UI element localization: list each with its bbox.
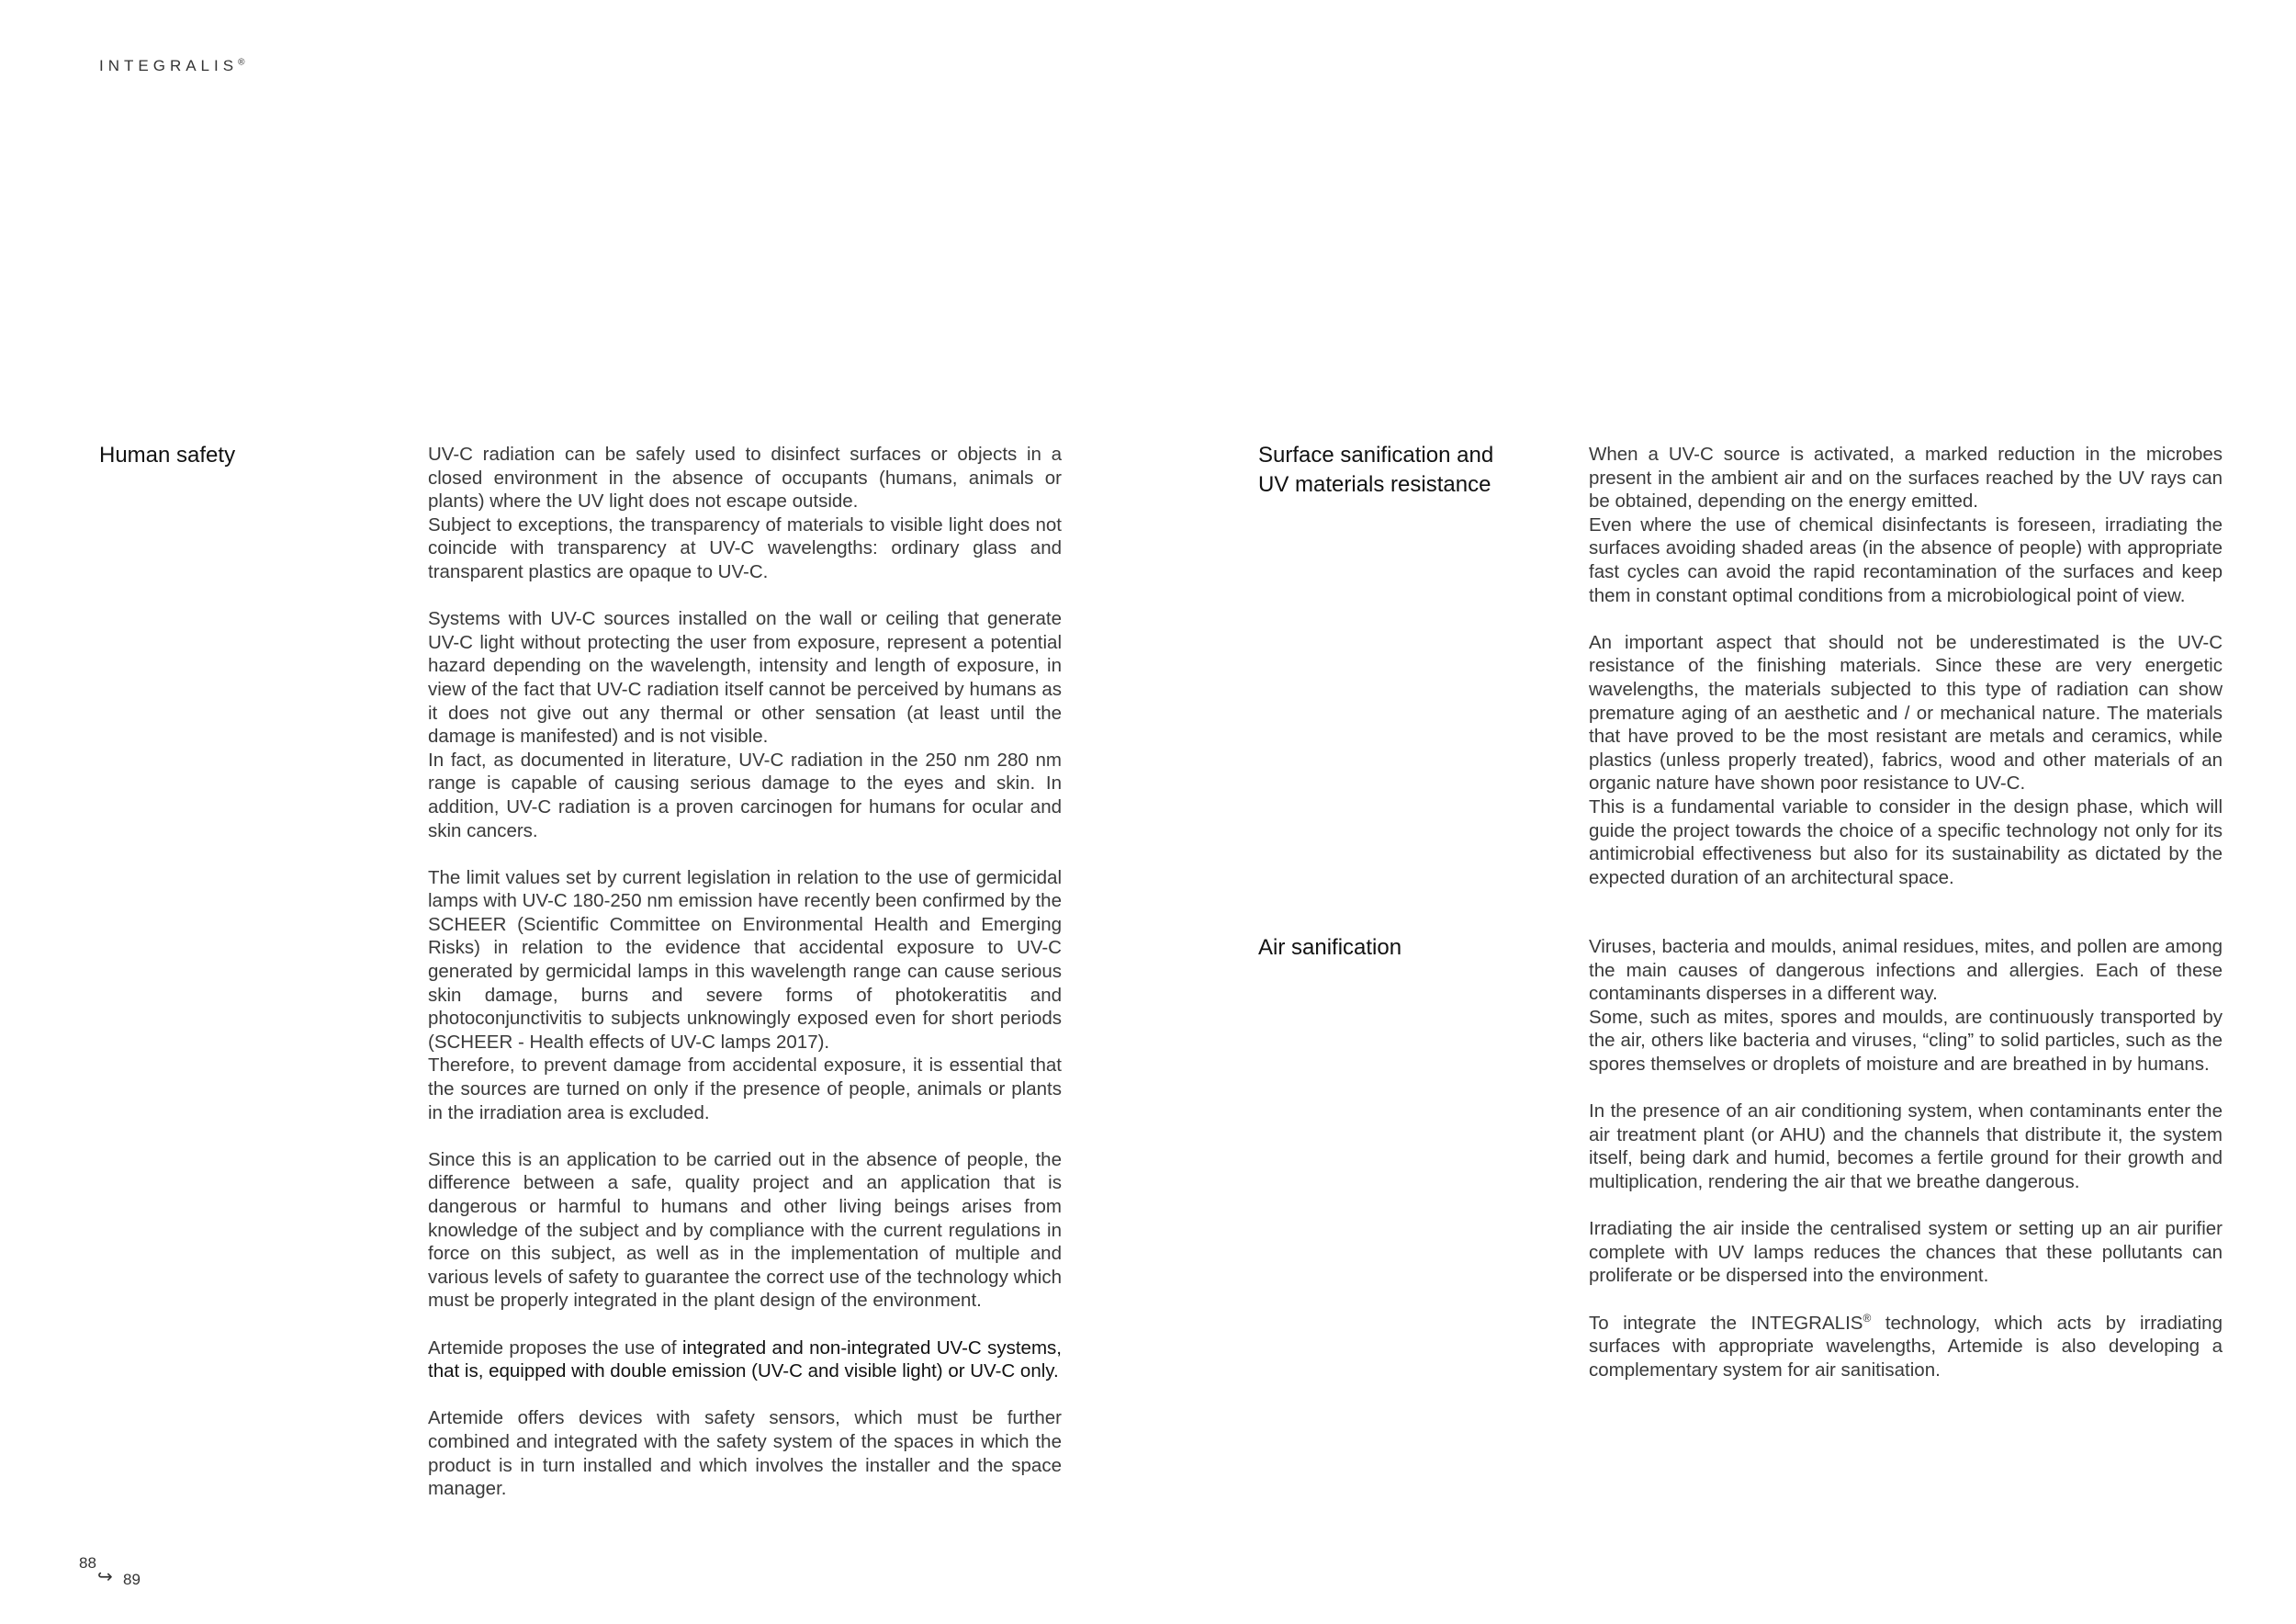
paragraph-intro: Artemide proposes the use of bbox=[428, 1336, 682, 1359]
page-number-right: 89 bbox=[123, 1571, 141, 1588]
section-title-surface-sanification bbox=[1258, 441, 1493, 500]
paragraph-part: To integrate the INTEGRALIS bbox=[1589, 1312, 1863, 1334]
paragraph: In the presence of an air conditioning system, when contaminants enter the air treatment plant (or AHU) and the channels that distribute it, the system itself, being dark and humid, becomes a fertile ground for their growth and multiplication, rendering the air that we breathe dangerous. bbox=[1589, 1100, 2223, 1192]
section-title-air-sanification: Air sanification bbox=[1258, 935, 1402, 960]
brand-name: INTEGRALIS bbox=[99, 57, 239, 74]
paragraph: Systems with UV-C sources installed on the wall or ceiling that generate UV-C light without protecting the user from exposure, represent a potential hazard depending on the wavelength, intensity and length of exposure, in view of the fact that UV-C radiation itself cannot be perceived by humans as it does not give out any thermal or other sensation (at least until the damage is manifested) and is not visible. bbox=[428, 608, 1062, 748]
brand-logo bbox=[99, 57, 244, 75]
paragraph: Some, such as mites, spores and moulds, are continuously transported by the air, others like bacteria and viruses, “cling” to solid particles, such as the spores themselves or droplets of moisture and are breathed in by humans. bbox=[1589, 1006, 2223, 1075]
paragraph: Therefore, to prevent damage from accidental exposure, it is essential that the sources are turned on only if the presence of people, animals or plants in the irradiation area is excluded. bbox=[428, 1054, 1062, 1123]
paragraph-part: technology, which acts by irradiating surfaces with appropriate wavelengths, Artemide is also developing a complementary system for air sanitisation. bbox=[1589, 1312, 2223, 1381]
paragraph: Since this is an application to be carried out in the absence of people, the difference between a safe, quality project and an application that is dangerous or harmful to humans and other living beings arises from knowledge of the subject and by compliance with the current regulations in force on this subject, as well as in the implementation of multiple and various levels of safety to guarantee the correct use of the technology which must be properly integrated in the plant design of the environment. bbox=[428, 1148, 1062, 1312]
paragraph bbox=[428, 1336, 1062, 1383]
human-safety-body bbox=[428, 443, 1062, 1501]
paragraph-emphasis: integrated and non-integrated UV-C systems, that is, equipped with double emission (UV-C and visible light) or UV-C only. bbox=[428, 1336, 1062, 1382]
paragraph: Artemide offers devices with safety sensors, which must be further combined and integrated with the safety system of the spaces in which the product is in turn installed and which involves the installer and the space manager. bbox=[428, 1407, 1062, 1500]
air-sanification-body bbox=[1589, 935, 2223, 1382]
paragraph: In fact, as documented in literature, UV-C radiation in the 250 nm 280 nm range is capable of causing serious damage to the eyes and skin. In addition, UV-C radiation is a proven carcinogen for humans for ocular and skin cancers. bbox=[428, 749, 1062, 841]
paragraph bbox=[1589, 1312, 2223, 1382]
page-number-left: 88 bbox=[79, 1554, 96, 1572]
section-title-line: Surface sanification and bbox=[1258, 443, 1494, 468]
paragraph: Even where the use of chemical disinfectants is foreseen, irradiating the surfaces avoiding shaded areas (in the absence of people) with appropriate fast cycles can avoid the rapid recontamination of the surfaces and keep them in constant optimal conditions from a microbiological point of view. bbox=[1589, 513, 2223, 606]
paragraph: This is a fundamental variable to consider in the design phase, which will guide the project towards the choice of a specific technology not only for its antimicrobial effectiveness but also for its sustainability as dictated by the expected duration of an architectural space. bbox=[1589, 795, 2223, 888]
paragraph: Subject to exceptions, the transparency of materials to visible light does not coincide with transparency at UV-C wavelengths: ordinary glass and transparent plastics are opaque to UV-C. bbox=[428, 513, 1062, 582]
paragraph: Irradiating the air inside the centralised system or setting up an air purifier complete with UV lamps reduces the chances that these pollutants can proliferate or be dispersed into the environment. bbox=[1589, 1218, 2223, 1287]
surface-sanification-body bbox=[1589, 443, 2223, 889]
paragraph: When a UV-C source is activated, a marked reduction in the microbes present in the ambient air and on the surfaces reached by the UV rays can be obtained, depending on the energy emitted. bbox=[1589, 444, 2223, 513]
paragraph: The limit values set by current legislation in relation to the use of germicidal lamps with UV-C 180-250 nm emission have recently been confirmed by the SCHEER (Scientific Committee on Environmental Health and Emerging Risks) in relation to the evidence that accidental exposure to UV-C generated by germicidal lamps in this wavelength range can cause serious skin damage, burns and severe forms of photokeratitis and photoconjunctivitis to subjects unknowingly exposed even for short periods (SCHEER - Health effects of UV-C lamps 2017). bbox=[428, 866, 1062, 1053]
section-title-line: UV materials resistance bbox=[1258, 472, 1491, 497]
registered-mark: ® bbox=[238, 57, 245, 68]
page-turn-arrow-icon: ↪ bbox=[97, 1567, 113, 1587]
paragraph: An important aspect that should not be underestimated is the UV-C resistance of the finishing materials. Since these are very energetic wavelengths, the materials subjected to this type of radiation can show premature aging of an aesthetic and / or mechanical nature. The materials that have proved to be the most resistant are metals and ceramics, while plastics (unless properly treated), fabrics, wood and other materials of an organic nature have shown poor resistance to UV-C. bbox=[1589, 631, 2223, 795]
paragraph: Viruses, bacteria and moulds, animal residues, mites, and pollen are among the main causes of dangerous infections and allergies. Each of these contaminants disperses in a different way. bbox=[1589, 936, 2223, 1005]
registered-mark: ® bbox=[1863, 1311, 1872, 1325]
section-title-human-safety: Human safety bbox=[99, 443, 236, 468]
paragraph: UV-C radiation can be safely used to disinfect surfaces or objects in a closed environment in the absence of occupants (humans, animals or plants) where the UV light does not escape outside. bbox=[428, 444, 1062, 513]
